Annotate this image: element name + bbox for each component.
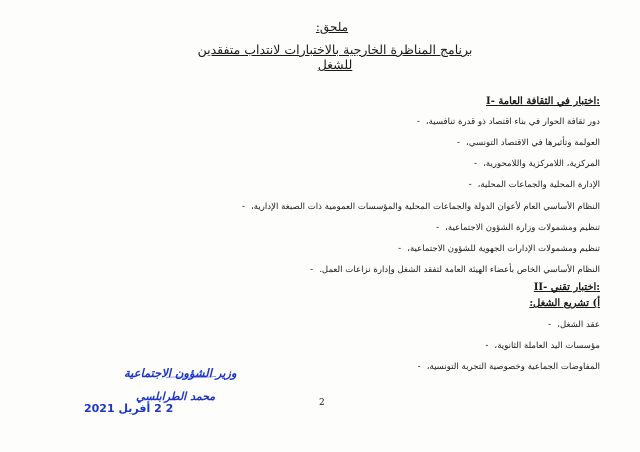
bullet-icon: - (398, 244, 402, 254)
list-item-text: المفاوضات الجماعية وخصوصية التجربة التونسية، (426, 362, 600, 372)
stamp-date: 2 2 أفريل 2021 (84, 402, 174, 415)
list-item (310, 265, 600, 275)
bullet-icon: - (417, 362, 421, 372)
bullet-icon: - (457, 138, 461, 148)
bullet-icon: - (474, 159, 478, 169)
list-item-text: النظام الأساسي الخاص بأعضاء الهيئة العامة لتفقد الشغل وإدارة نزاعات العمل. (319, 265, 600, 275)
section-heading-general-culture: I- اختبار في الثقافة العامة: (486, 96, 600, 107)
list-item-text: المركزية، اللامركزية واللامحورية، (483, 159, 600, 169)
document-title: برنامج المناظرة الخارجية بالاختبارات لانتداب متفقدين للشغل (197, 42, 473, 72)
list-item (398, 244, 600, 254)
sub-heading-labor-law: أ) تشريع الشغل: (529, 298, 600, 309)
list-item-text: الإدارة المحلية والجماعات المحلية، (477, 180, 600, 190)
annex-label: ملحق: (315, 20, 349, 34)
bullet-icon: - (548, 320, 552, 330)
stamp-minister-name: محمد الطرابلسي (136, 390, 216, 403)
list-item-text: تنظيم ومشمولات الإدارات الجهوية للشؤون الاجتماعية، (407, 244, 600, 254)
list-item (485, 341, 600, 351)
list-item (548, 320, 600, 330)
list-item (417, 117, 600, 127)
list-item (469, 180, 600, 190)
list-item (436, 223, 600, 233)
bullet-icon: - (416, 117, 420, 127)
list-item (242, 202, 600, 212)
list-item-text: العولمة وتأثيرها في الاقتصاد التونسي، (466, 138, 600, 148)
minister-stamp (84, 366, 274, 418)
list-item-text: النظام الأساسي العام لأعوان الدولة والجماعات المحلية والمؤسسات العمومية ذات الصبغة الإدارية، (251, 202, 600, 212)
bullet-icon: - (485, 341, 489, 351)
bullet-icon: - (468, 180, 472, 190)
section-heading-technical: II- اختبار تقني: (533, 282, 600, 293)
list-item-text: مؤسسات اليد العاملة الثانوية، (494, 341, 600, 351)
bullet-icon: - (241, 202, 245, 212)
list-item (418, 362, 600, 372)
bullet-icon: - (310, 265, 314, 275)
list-item-text: عقد الشغل، (557, 320, 600, 330)
list-item (474, 159, 600, 169)
list-item-text: تنظيم ومشمولات وزارة الشؤون الاجتماعية، (445, 223, 600, 233)
stamp-minister-title: وزير الشؤون الاجتماعية (124, 366, 237, 380)
page-number: 2 (319, 398, 325, 408)
list-item (457, 138, 600, 148)
list-item-text: دور ثقافة الحوار في بناء اقتصاد ذو قدرة تنافسية، (425, 117, 600, 127)
bullet-icon: - (436, 223, 440, 233)
